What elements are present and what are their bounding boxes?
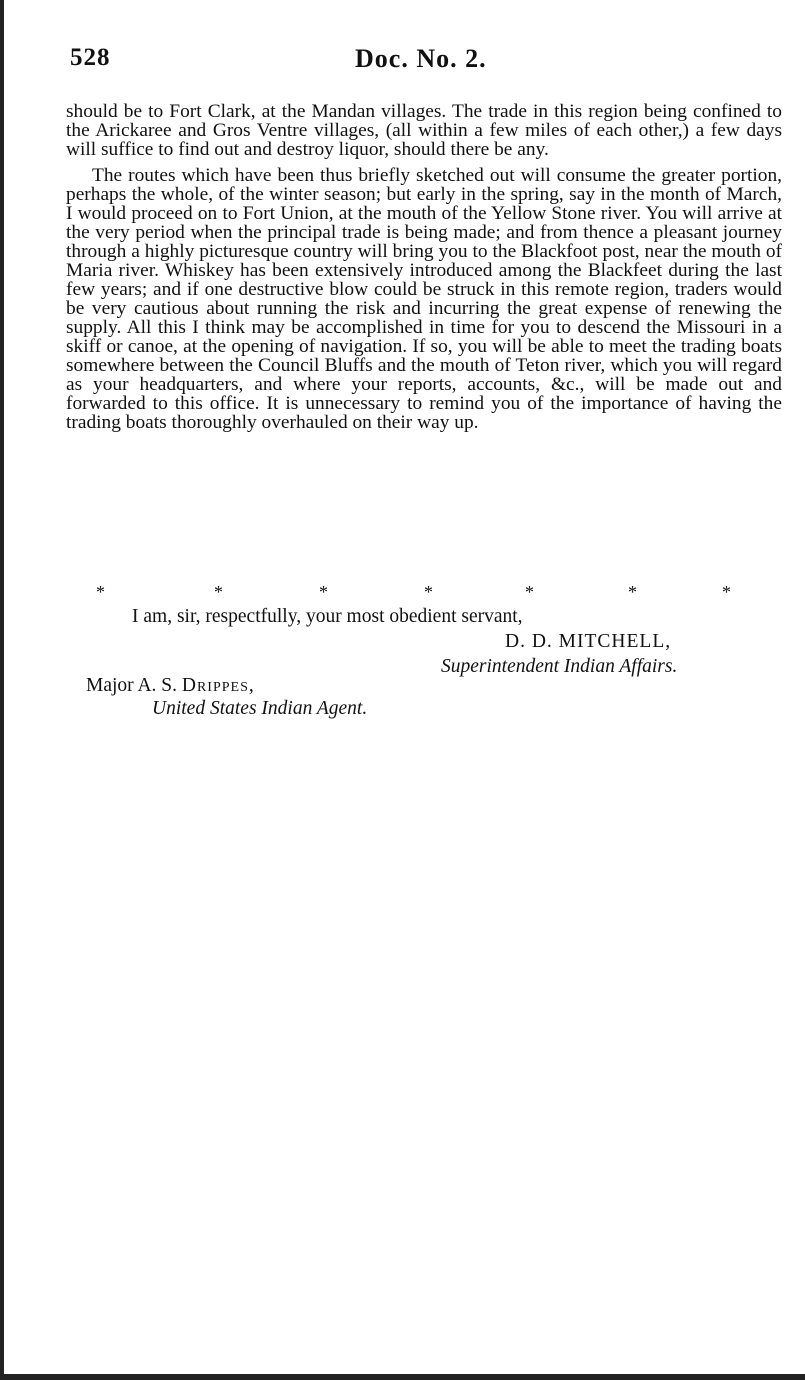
signer-title: Superintendent Indian Affairs. bbox=[441, 656, 678, 677]
document-title: Doc. No. 2. bbox=[355, 44, 487, 73]
asterisk: * bbox=[319, 582, 328, 602]
addressee-title: United States Indian Agent. bbox=[152, 698, 368, 719]
addressee-prefix: Major A. S. bbox=[86, 675, 182, 696]
page-header bbox=[70, 44, 770, 78]
asterisk: * bbox=[525, 582, 534, 602]
asterisk: * bbox=[628, 582, 637, 602]
addressee-name bbox=[86, 675, 255, 697]
signer-name: D. D. MITCHELL, bbox=[505, 631, 672, 652]
asterisk: * bbox=[722, 582, 731, 602]
page-left-edge bbox=[0, 0, 4, 1380]
letter-body bbox=[66, 102, 782, 432]
paragraph-continued: should be to Fort Clark, at the Mandan villages. The trade in this region being confined to the Arickaree and Gros Ventre villages, (all within a few miles of each other,) a few days will suffice to find out and destroy liquor, should there be any. bbox=[66, 101, 782, 160]
closing-salutation: I am, sir, respectfully, your most obedient servant, bbox=[132, 606, 523, 627]
asterisk: * bbox=[424, 582, 433, 602]
asterisk: * bbox=[214, 582, 223, 602]
page-bottom-edge bbox=[0, 1374, 805, 1380]
page-number: 528 bbox=[70, 44, 111, 71]
paragraph-routes: The routes which have been thus briefly sketched out will consume the greater portion, perhaps the whole, of the winter season; but early in the spring, say in the month of March, I would proceed on to Fort Union, at the mouth of the Yellow Stone river. You will arrive at the very period when the principal trade is being made; and from thence a pleasant journey through a highly picturesque country will bring you to the Blackfoot post, near the mouth of Maria river. Whiskey has been extensively introduced among the Blackfeet during the last few years; and if one destructive blow could be struck in this remote region, traders would be very cautious about running the risk and incurring the great expense of renewing the supply. All this I think may be accomplished in time for you to descend the Missouri in a skiff or canoe, at the opening of navigation. If so, you will be able to meet the trading boats somewhere between the Council Bluffs and the mouth of Teton river, which you will regard as your headquarters, and where your reports, accounts, &c., will be made out and forwarded to this office. It is unnecessary to remind you of the importance of having the trading boats thoroughly overhauled on their way up. bbox=[66, 165, 782, 433]
asterism-divider bbox=[66, 582, 782, 602]
asterisk: * bbox=[96, 582, 105, 602]
addressee-surname: Drippes, bbox=[181, 675, 255, 696]
